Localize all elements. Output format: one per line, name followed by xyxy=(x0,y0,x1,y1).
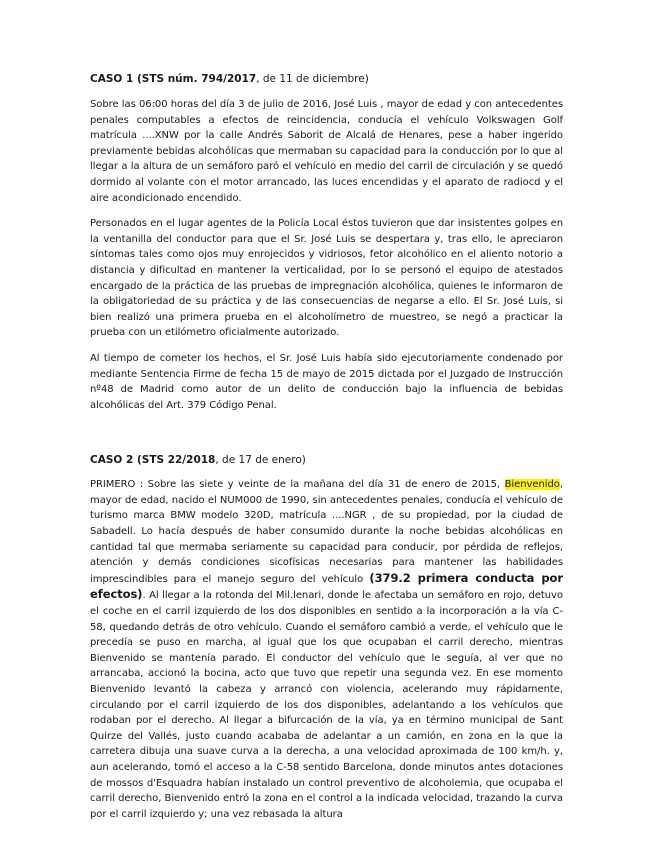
case-1-label: CASO 1 xyxy=(90,73,134,85)
case-2-paragraph-1 xyxy=(90,477,563,822)
case-1-paragraph-1: Sobre las 06:00 horas del día 3 de julio de 2016, José Luis , mayor de edad y con antecedentes penales computables a efectos de reincidencia, conducía el vehículo Volkswagen Golf matrícula ....XNW por la calle Andrés Saborit de Alcalá de Henares, pese a haber ingerido previamente bebidas alcohólicas que mermaban su capacidad para la conducción por lo que al llegar a la altura de un semáforo paró el vehículo en medio del carril de circulación y se quedó dormido al volante con el motor arrancado, las luces encendidas y el aparato de radiocd y el aire acondicionado encendido. xyxy=(90,99,563,204)
case-1-paragraph-3: Al tiempo de cometer los hechos, el Sr. José Luis había sido ejecutoriamente condenado por mediante Sentencia Firme de fecha 15 de mayo de 2015 dictada por el Juzgado de Instrucción nº48 de Madrid como autor de un delito de conducción bajo la influencia de bebidas alcohólicas del Art. 379 Código Penal. xyxy=(90,352,563,411)
document-page xyxy=(90,72,563,848)
highlighted-name: Bienvenido xyxy=(504,479,560,491)
case-2-text-a: PRIMERO : Sobre las siete y veinte de la mañana del día 31 de enero de 2015, xyxy=(90,479,505,491)
case-2-label: CASO 2 xyxy=(90,454,134,467)
case-2-reference: (STS 22/2018 xyxy=(133,454,216,467)
case-1-date: , de 11 de diciembre) xyxy=(256,73,369,85)
case-2-text-b: , mayor de edad, nacido el NUM000 de 1990, sin antecedentes penales, conducía el vehículo de turismo marca BMW modelo 320D, matrícula ....NGR , de su propiedad, por la ciudad de Sabadell. Lo hacía después de haber consumido durante la noche bebidas alcohólicas en cantidad tal que mermaba seriamente su capacidad para conducir, por pérdida de reflejos, atención y demás condiciones sicofísicas necesarias para mantener las habilidades imprescindibles para el manejo seguro del vehículo xyxy=(90,479,563,585)
legal-article-reference: (379.2 primera conducta por efectos) xyxy=(90,570,563,602)
case-2-date: , de 17 de enero) xyxy=(215,454,306,467)
case-1-reference: (STS núm. 794/2017 xyxy=(133,73,257,85)
case-2-text-c: . Al llegar a la rotonda del Mil.lenari, donde le afectaba un semáforo en rojo, detuvo el coche en el carril izquierdo de los dos disponibles en sentido a la incorporación a la vía C-58, quedando detrás de otro vehículo. Cuando el semáforo cambió a verde, el vehículo que le precedía se puso en marcha, al igual que los que ocupaban el carril derecho, mientras Bienvenido se mantenía parado. El conductor del vehículo que le seguía, al ver que no arrancaba, accionó la bocina, acto que tuvo que repetir una segunda vez. En ese momento Bienvenido levantó la cabeza y arrancó con violencia, acelerando muy rápidamente, circulando por el carril izquierdo de los dos disponibles, adelantando a los vehículos que rodaban por el derecho. Al llegar a bifurcación de la vía, ya en término municipal de Sant Quirze del Vallés, justo cuando acababa de adelantar a un camión, en zona en la que la carretera dibuja una suave curva a la derecha, a una velocidad aproximada de 100 km/h. y, aun acelerando, tomó el acceso a la C-58 sentido Barcelona, donde minutos antes dotaciones de mossos d'Esquadra habían instalado un control preventivo de alcoholemia, que ocupaba el carril derecho, Bienvenido entró la zona en el control a la indicada velocidad, trazando la curva por el carril izquierdo y; una vez rebasada la altura xyxy=(90,590,563,820)
case-1-title xyxy=(90,72,563,86)
case-1-paragraph-2: Personados en el lugar agentes de la Policía Local éstos tuvieron que dar insistentes golpes en la ventanilla del conductor para que el Sr. José Luis se despertara y, tras ello, le apreciaron síntomas tales como ojos muy enrojecidos y vidriosos, fetor alcohólico en el aliento notorio a distancia y dificultad en mantener la verticalidad, por lo se personó el equipo de atestados encargado de la práctica de las pruebas de impregnación alcohólica, quienes le informaron de la obligatoriedad de su práctica y de las consecuencias de negarse a ello. El Sr. José Luis, si bien realizó una primera prueba en el alcoholímetro de muestreo, se negó a practicar la prueba con un etilómetro oficialmente autorizado. xyxy=(90,218,563,339)
case-2-title xyxy=(90,453,563,467)
